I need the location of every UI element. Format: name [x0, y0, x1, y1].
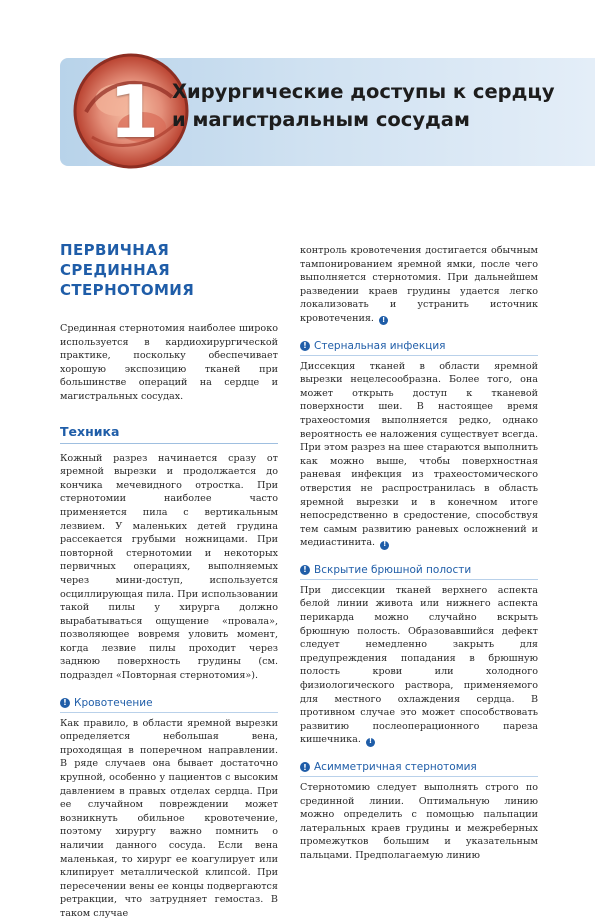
infection-text: Диссекция тканей в области яремной вырезки нецелесообразна. Более того, она может открыть доступ к тканевой поверхности шеи. В настоящее время трахеостомия выполняется редко, однако вероятность ее наложения существует всегда. При этом разрез на шее стараются выполнить как можно выше, чтобы поверхностная раневая инфекция из трахеостомического отверстия не распространилась в область яремной вырезки и в конечном итоге непосредственно в средостение, способствуя тем самым развитию раневых осложнений и медиастинита.: [300, 360, 538, 549]
chapter-number: 1: [108, 70, 160, 154]
info-marker-icon: !: [380, 541, 389, 550]
continuation-text: контроль кровотечения достигается обычным тампонированием яремной ямки, после чего выполняется стернотомия. При дальнейшем разведении краев грудины удается легко локализовать и устранить источник кровотечения.: [300, 245, 538, 324]
asymmetric-paragraph: Стернотомию следует выполнять строго по срединной линии. Оптимальную линию можно определить с помощью пальпации латеральных краев грудины и межреберных промежутков большим и указательным пальцами. Предполагаемую линию: [300, 782, 538, 861]
info-marker-icon: !: [300, 341, 310, 351]
abdomen-paragraph: [300, 584, 538, 747]
section-title-line2: СТЕРНОТОМИЯ: [60, 281, 195, 299]
abdomen-heading: [300, 564, 538, 580]
chapter-title-line2: и магистральным сосудам: [172, 108, 470, 131]
technique-paragraph: Кожный разрез начинается сразу от яремной вырезки и продолжается до кончика мечевидного отростка. При стернотомии наиболее часто применяется пила с вертикальным лезвием. У маленьких детей грудина рассекается грубыми ножницами. При повторной стернотомии и некоторых первичных операциях, выполняемых через мини-доступ, используется осциллирующая пила. При использовании такой пилы у хирурга должно вырабатываться ощущение «провала», позволяющее вовремя уловить момент, когда лезвие пилы проходит через заднюю поверхность грудины (см. подраздел «Повторная стернотомия»).: [60, 452, 278, 682]
info-marker-icon: !: [300, 762, 310, 772]
infection-heading: [300, 340, 538, 356]
bleeding-paragraph: Как правило, в области яремной вырезки определяется небольшая вена, проходящая в поперечном направлении. В ряде случаев она бывает достаточно крупной, особенно у пациентов с высоким давлением в правых отделах сердца. При ее случайном повреждении может возникнуть обильное кровотечение, поэтому хирургу важно помнить о наличии данного сосуда. Если вена маленькая, то хирург ее коагулирует или клипирует металлической клипсой. При пересечении вены ее концы подвергаются ретракции, что затрудняет гемостаз. В таком случае: [60, 717, 278, 919]
abdomen-text: При диссекции тканей верхнего аспекта белой линии живота или нижнего аспекта перикарда можно случайно вскрыть брюшную полость. Образовавшийся дефект следует немедленно закрыть для предупреждения попадания в брюшную полость крови или холодного физиологического раствора, применяемого для местного охлаждения сердца. В противном случае это может способствовать развитию послеоперационного пареза кишечника.: [300, 584, 538, 746]
infection-paragraph: [300, 360, 538, 550]
technique-heading: Техника: [60, 424, 278, 444]
info-marker-icon: !: [300, 565, 310, 575]
abdomen-heading-label: Вскрытие брюшной полости: [314, 563, 472, 576]
section-title-line1: ПЕРВИЧНАЯ СРЕДИННАЯ: [60, 241, 171, 279]
bleeding-heading: [60, 697, 278, 713]
right-column: [300, 244, 538, 863]
asymmetric-heading: [300, 761, 538, 777]
bleeding-heading-label: Кровотечение: [74, 696, 153, 709]
info-marker-icon: !: [379, 316, 388, 325]
chapter-title: [172, 78, 572, 134]
info-marker-icon: !: [60, 698, 70, 708]
continuation-paragraph: [300, 244, 538, 326]
left-column: [60, 240, 278, 921]
asymmetric-heading-label: Асимметричная стернотомия: [314, 761, 477, 773]
section-title: [60, 240, 278, 300]
intro-paragraph: Срединная стернотомия наиболее широко используется в кардиохирургической практике, поскольку обеспечивает хорошую экспозицию тканей при большинстве операций на сердце и магистральных сосудах.: [60, 323, 278, 402]
infection-heading-label: Стернальная инфекция: [314, 339, 446, 352]
chapter-title-line1: Хирургические доступы к сердцу: [172, 80, 555, 103]
info-marker-icon: !: [366, 738, 375, 747]
